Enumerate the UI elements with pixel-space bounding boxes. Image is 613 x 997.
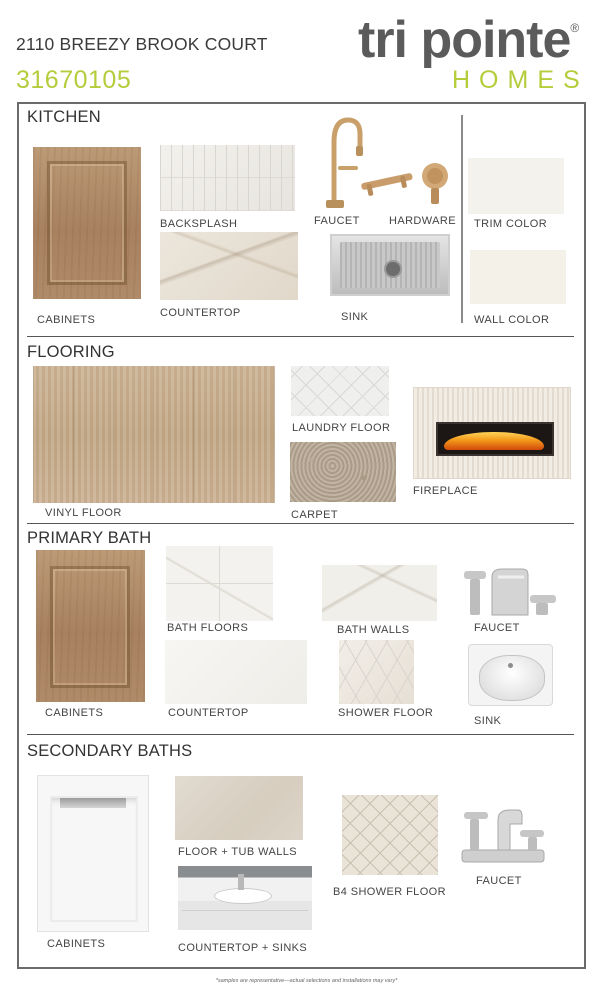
primary-bath-title: PRIMARY BATH bbox=[27, 529, 152, 547]
kitchen-cabinets-label: CABINETS bbox=[37, 314, 96, 326]
primary-sink-label: SINK bbox=[474, 715, 502, 727]
vanity-faucet-icon bbox=[238, 874, 244, 890]
fireplace-swatch bbox=[413, 387, 571, 479]
primary-bath-section-rule bbox=[27, 734, 574, 735]
vanity-sink-bowl bbox=[214, 888, 272, 904]
kitchen-backsplash-label: BACKSPLASH bbox=[160, 218, 238, 230]
countertop-sinks-swatch bbox=[178, 866, 312, 930]
kitchen-hardware-image bbox=[355, 158, 455, 210]
kitchen-sink-label: SINK bbox=[341, 311, 369, 323]
kitchen-hardware-label: HARDWARE bbox=[389, 215, 456, 227]
primary-countertop-label: COUNTERTOP bbox=[168, 707, 249, 719]
bath-floors-swatch bbox=[166, 546, 273, 621]
chrome-faucet-icon bbox=[462, 565, 562, 620]
secondary-faucet-label: FAUCET bbox=[476, 875, 522, 887]
kitchen-backsplash-swatch bbox=[160, 145, 295, 211]
bath-floors-label: BATH FLOORS bbox=[167, 622, 249, 634]
secondary-faucet-image bbox=[458, 800, 548, 868]
wall-color-label: WALL COLOR bbox=[474, 314, 550, 326]
vinyl-floor-swatch bbox=[33, 366, 275, 503]
kitchen-countertop-label: COUNTERTOP bbox=[160, 307, 241, 319]
kitchen-sink-swatch bbox=[330, 234, 450, 296]
kitchen-countertop-swatch bbox=[160, 232, 298, 300]
logo-subtitle: HOMES bbox=[452, 66, 589, 94]
secondary-cabinet-swatch bbox=[37, 775, 149, 932]
cabinet-door-panel bbox=[50, 796, 138, 922]
b4-shower-floor-label: B4 SHOWER FLOOR bbox=[333, 886, 446, 898]
b4-shower-floor-swatch bbox=[342, 795, 438, 875]
shower-floor-swatch bbox=[339, 640, 414, 704]
floor-tub-walls-swatch bbox=[175, 776, 303, 840]
floor-tub-walls-label: FLOOR + TUB WALLS bbox=[178, 846, 297, 858]
primary-faucet-label: FAUCET bbox=[474, 622, 520, 634]
flooring-title: FLOORING bbox=[27, 343, 115, 361]
brand-logo bbox=[358, 11, 579, 69]
fireplace-flame-icon bbox=[444, 432, 544, 450]
kitchen-section-rule bbox=[27, 336, 574, 337]
sink-bowl bbox=[479, 655, 545, 701]
carpet-label: CARPET bbox=[291, 509, 339, 521]
carpet-swatch bbox=[290, 442, 396, 502]
secondary-cabinets-label: CABINETS bbox=[47, 938, 106, 950]
bath-walls-label: BATH WALLS bbox=[337, 624, 410, 636]
laundry-floor-label: LAUNDRY FLOOR bbox=[292, 422, 391, 434]
laundry-floor-swatch bbox=[291, 366, 389, 416]
wall-color-swatch bbox=[470, 250, 566, 304]
primary-faucet-image bbox=[462, 565, 562, 620]
primary-sink-swatch bbox=[468, 644, 553, 706]
pull-and-knob-icon bbox=[355, 158, 455, 210]
kitchen-faucet-label: FAUCET bbox=[314, 215, 360, 227]
shower-floor-label: SHOWER FLOOR bbox=[338, 707, 434, 719]
flooring-section-rule bbox=[27, 523, 574, 524]
fireplace-firebox bbox=[436, 422, 554, 456]
cabinet-door-panel bbox=[47, 161, 127, 285]
lot-number: 31670105 bbox=[16, 66, 132, 94]
registered-mark: ® bbox=[570, 21, 579, 35]
home-address: 2110 BREEZY BROOK COURT bbox=[16, 34, 268, 54]
sink-drain bbox=[384, 260, 402, 278]
secondary-baths-title: SECONDARY BATHS bbox=[27, 742, 193, 760]
disclaimer-text: *samples are representative—actual selections and installations may vary* bbox=[215, 978, 398, 984]
bath-walls-swatch bbox=[322, 565, 437, 621]
kitchen-title: KITCHEN bbox=[27, 108, 101, 126]
vanity-drawer-line bbox=[182, 910, 308, 911]
trim-color-swatch bbox=[468, 158, 564, 214]
kitchen-divider bbox=[461, 115, 463, 323]
logo-wordmark: tri pointe bbox=[358, 11, 571, 69]
cabinet-door-panel bbox=[50, 566, 130, 688]
primary-countertop-swatch bbox=[165, 640, 307, 704]
primary-cabinet-swatch bbox=[36, 550, 145, 702]
chrome-faucet-icon bbox=[458, 800, 548, 868]
fireplace-label: FIREPLACE bbox=[413, 485, 478, 497]
cabinet-shadow-bar bbox=[60, 798, 126, 808]
sink-drain bbox=[508, 663, 513, 668]
countertop-sinks-label: COUNTERTOP + SINKS bbox=[178, 942, 308, 954]
kitchen-cabinet-swatch bbox=[33, 147, 141, 299]
vinyl-floor-label: VINYL FLOOR bbox=[45, 507, 122, 519]
trim-color-label: TRIM COLOR bbox=[474, 218, 548, 230]
primary-cabinets-label: CABINETS bbox=[45, 707, 104, 719]
